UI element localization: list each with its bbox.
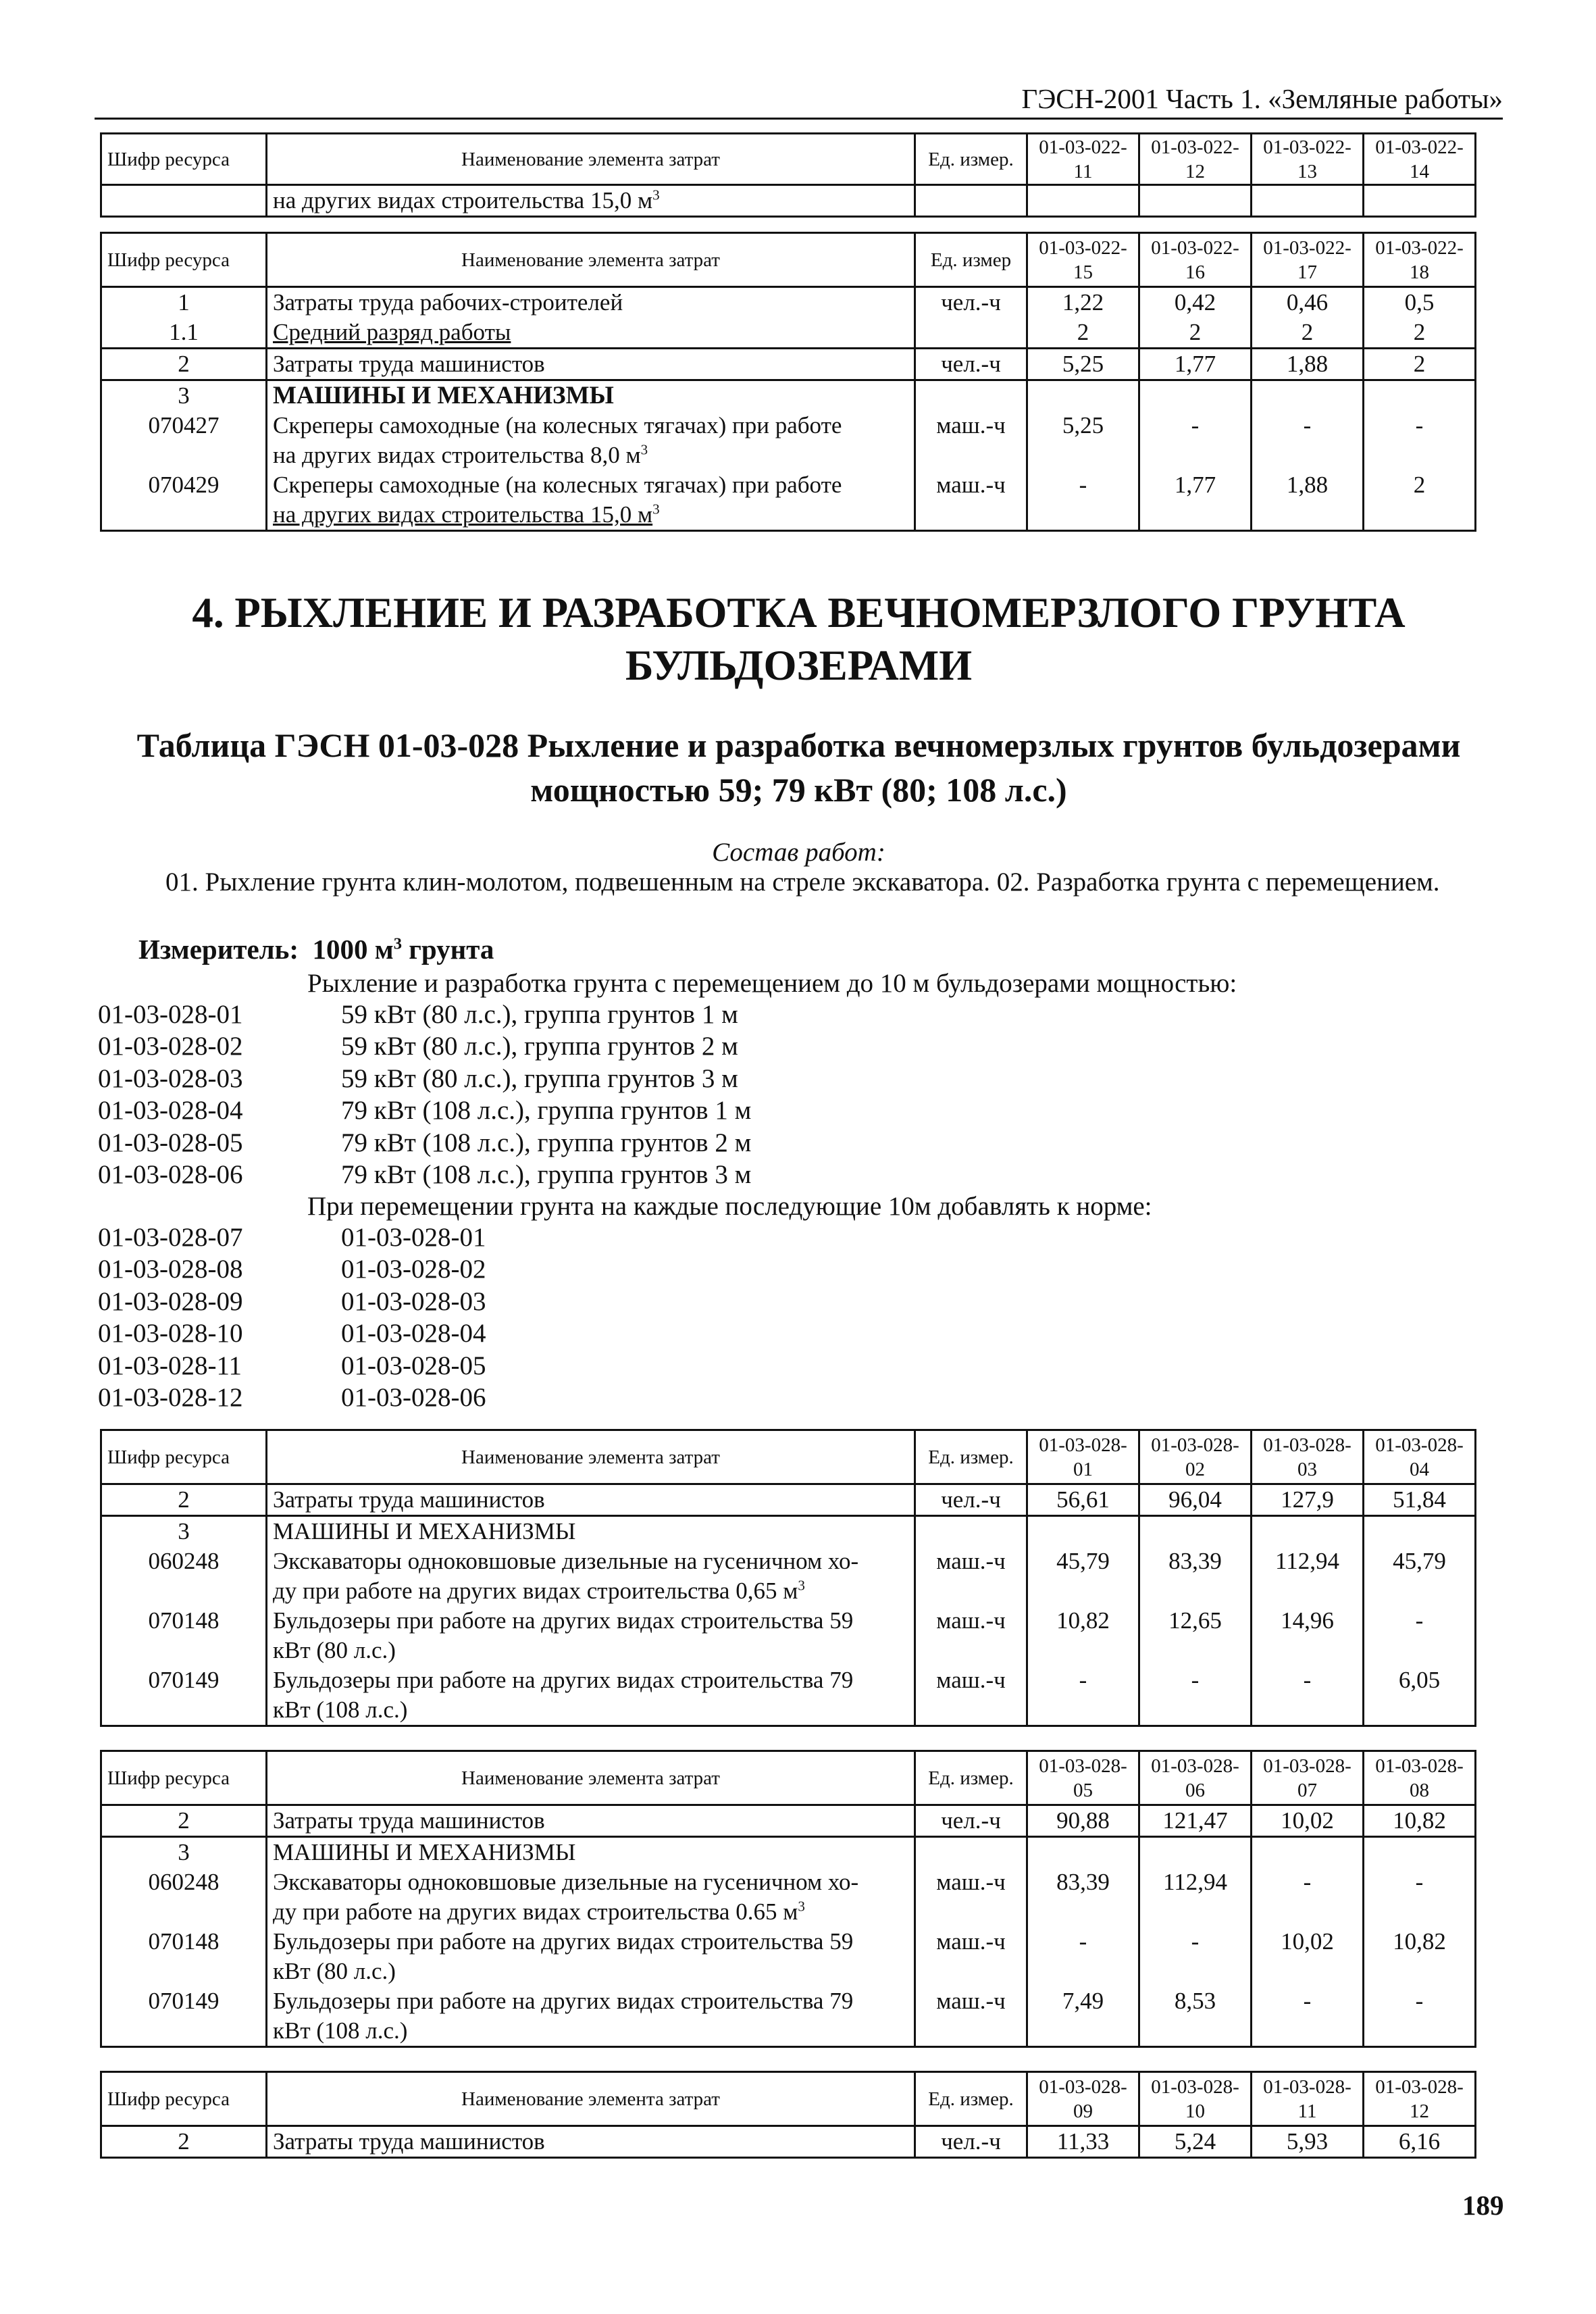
- row-value: -: [1139, 1665, 1252, 1726]
- row-value: 83,39: [1027, 1837, 1139, 1928]
- section-title: [95, 586, 1503, 692]
- col-header-norm: 01-03-028-12: [1364, 2072, 1476, 2126]
- list-item: 01-03-028-12 01-03-028-06: [98, 1382, 486, 1412]
- meter: Измеритель: 1000 $м^3$ грунта: [138, 934, 494, 965]
- list-item: 01-03-028-07 01-03-028-01: [98, 1223, 486, 1252]
- row-value: -: [1364, 1606, 1476, 1665]
- row-code: 070427: [101, 411, 267, 470]
- col-header-unit: Ед. измер.: [915, 134, 1027, 185]
- col-header-norm: 01-03-022-18: [1364, 233, 1476, 287]
- col-header-norm: 01-03-028-04: [1364, 1430, 1476, 1484]
- row-value: 5,24: [1139, 2126, 1252, 2158]
- row-value: 0,5: [1364, 287, 1476, 318]
- list-item: 01-03-028-04 79 кВт (108 л.с.), группа грунтов 1 м: [98, 1096, 752, 1126]
- row-value: 1,77: [1139, 349, 1252, 380]
- row-value: 56,61: [1027, 1484, 1139, 1516]
- col-header-norm: 01-03-022-14: [1364, 134, 1476, 185]
- col-header-unit: Ед. измер.: [915, 1751, 1027, 1805]
- row-value: 121,47: [1139, 1805, 1252, 1837]
- list-item: 01-03-028-08 01-03-028-02: [98, 1255, 486, 1284]
- row-value: -: [1139, 411, 1252, 470]
- col-header-norm: 01-03-028-08: [1364, 1751, 1476, 1805]
- row-value: 2: [1364, 318, 1476, 349]
- row-unit: маш.-ч: [915, 1606, 1027, 1665]
- row-unit: чел.-ч: [915, 2126, 1027, 2158]
- table-row: [101, 1516, 1476, 1607]
- row-unit: маш.-ч: [915, 1837, 1027, 1928]
- row-code: 3 060248: [101, 1516, 267, 1607]
- row-name: Средний разряд работы: [267, 318, 915, 349]
- row-value: 12,65: [1139, 1606, 1252, 1665]
- table-a: [100, 132, 1476, 218]
- table-e: [100, 2071, 1476, 2159]
- row-name: Затраты труда машинистов: [267, 1805, 915, 1837]
- row-unit: чел.-ч: [915, 1484, 1027, 1516]
- row-value: 127,9: [1252, 1484, 1364, 1516]
- meter-value: 1000 м: [312, 934, 394, 965]
- table-row: [101, 380, 1476, 411]
- col-header-name: Наименование элемента затрат: [267, 134, 915, 185]
- row-value: -: [1027, 470, 1139, 531]
- row-value: 112,94: [1139, 1837, 1252, 1928]
- row-name: Бульдозеры при работе на других видах строительства 79 кВт (108 л.с.): [267, 1986, 915, 2047]
- table-row: [101, 185, 1476, 217]
- col-header-norm: 01-03-028-03: [1252, 1430, 1364, 1484]
- row-value: 83,39: [1139, 1516, 1252, 1607]
- section-title-line: БУЛЬДОЗЕРАМИ: [625, 642, 973, 689]
- col-header-code: Шифр ресурса: [101, 1751, 267, 1805]
- row-value: 2: [1252, 318, 1364, 349]
- table-row: [101, 318, 1476, 349]
- row-value: 10,82: [1027, 1606, 1139, 1665]
- table-row: [101, 1484, 1476, 1516]
- col-header-norm: 01-03-028-06: [1139, 1751, 1252, 1805]
- col-header-norm: 01-03-028-09: [1027, 2072, 1139, 2126]
- col-header-norm: 01-03-022-16: [1139, 233, 1252, 287]
- col-header-name: Наименование элемента затрат: [267, 233, 915, 287]
- row-code: 2: [101, 1484, 267, 1516]
- row-unit: маш.-ч: [915, 1665, 1027, 1726]
- row-name: Затраты труда машинистов: [267, 2126, 915, 2158]
- row-name: Бульдозеры при работе на других видах строительства 59 кВт (80 л.с.): [267, 1927, 915, 1986]
- header-rule: [95, 118, 1503, 120]
- col-header-name: Наименование элемента затрат: [267, 2072, 915, 2126]
- row-code: 3: [101, 380, 267, 411]
- col-header-norm: 01-03-022-15: [1027, 233, 1139, 287]
- norms-intro-additional: При перемещении грунта на каждые последующие 10м добавлять к норме:: [307, 1192, 1152, 1221]
- table-c-header: [101, 1430, 1476, 1484]
- row-value: 1,77: [1139, 470, 1252, 531]
- row-value: 2: [1364, 349, 1476, 380]
- table-row: [101, 1665, 1476, 1726]
- row-value: 51,84: [1364, 1484, 1476, 1516]
- row-code: 2: [101, 349, 267, 380]
- table-row: [101, 287, 1476, 318]
- col-header-unit: Ед. измер.: [915, 1430, 1027, 1484]
- list-item: 01-03-028-01 59 кВт (80 л.с.), группа грунтов 1 м: [98, 1000, 738, 1029]
- col-header-norm: 01-03-022-12: [1139, 134, 1252, 185]
- section-row-name: МАШИНЫ И МЕХАНИЗМЫ: [267, 380, 915, 411]
- table-d-header: [101, 1751, 1476, 1805]
- row-value: 45,79: [1364, 1516, 1476, 1607]
- col-header-norm: 01-03-022-17: [1252, 233, 1364, 287]
- row-code: 070429: [101, 470, 267, 531]
- list-item: 01-03-028-10 01-03-028-04: [98, 1319, 486, 1349]
- row-value: 8,53: [1139, 1986, 1252, 2047]
- table-title: [95, 723, 1503, 812]
- row-unit: маш.-ч: [915, 411, 1027, 470]
- row-name: на других видах строительства 15,0 $м^3$: [267, 185, 915, 217]
- row-value: 96,04: [1139, 1484, 1252, 1516]
- running-header: ГЭСН-2001 Часть 1. «Земляные работы»: [1021, 83, 1503, 114]
- col-header-norm: 01-03-028-01: [1027, 1430, 1139, 1484]
- row-value: -: [1252, 1665, 1364, 1726]
- col-header-norm: 01-03-022-11: [1027, 134, 1139, 185]
- row-value: -: [1252, 1837, 1364, 1928]
- row-code: 070148: [101, 1927, 267, 1986]
- list-item: 01-03-028-09 01-03-028-03: [98, 1286, 486, 1316]
- row-value: -: [1252, 411, 1364, 470]
- col-header-code: Шифр ресурса: [101, 2072, 267, 2126]
- col-header-name: Наименование элемента затрат: [267, 1751, 915, 1805]
- table-b-header: [101, 233, 1476, 287]
- col-header-code: Шифр ресурса: [101, 134, 267, 185]
- section-title-line: 4. РЫХЛЕНИЕ И РАЗРАБОТКА ВЕЧНОМЕРЗЛОГО ГРУНТА: [192, 589, 1406, 636]
- row-value: 14,96: [1252, 1606, 1364, 1665]
- row-name: МАШИНЫ И МЕХАНИЗМЫ Экскаваторы одноковшовые дизельные на гусеничном хо- ду при работе на других видах строительства 0,65 $м^3$: [267, 1516, 915, 1607]
- row-name: Бульдозеры при работе на других видах строительства 79 кВт (108 л.с.): [267, 1665, 915, 1726]
- table-row: [101, 411, 1476, 470]
- row-value: -: [1252, 1986, 1364, 2047]
- row-value: 10,02: [1252, 1927, 1364, 1986]
- row-name: МАШИНЫ И МЕХАНИЗМЫ Экскаваторы одноковшовые дизельные на гусеничном хо- ду при работе на других видах строительства 0.65 $м^3$: [267, 1837, 915, 1928]
- row-value: 1,88: [1252, 470, 1364, 531]
- norms-list: [98, 999, 751, 1190]
- row-unit: маш.-ч: [915, 470, 1027, 531]
- row-value: 45,79: [1027, 1516, 1139, 1607]
- row-value: -: [1139, 1927, 1252, 1986]
- row-value: 10,82: [1364, 1805, 1476, 1837]
- list-item: 01-03-028-11 01-03-028-05: [98, 1351, 486, 1380]
- row-value: -: [1364, 411, 1476, 470]
- table-title-line: мощностью 59; 79 кВт (80; 108 л.с.): [530, 771, 1067, 809]
- meter-label: Измеритель:: [138, 934, 299, 965]
- col-header-norm: 01-03-028-11: [1252, 2072, 1364, 2126]
- row-value: -: [1364, 1837, 1476, 1928]
- col-header-name: Наименование элемента затрат: [267, 1430, 915, 1484]
- row-value: 6,05: [1364, 1665, 1476, 1726]
- list-item: 01-03-028-02 59 кВт (80 л.с.), группа грунтов 2 м: [98, 1032, 738, 1061]
- table-row: [101, 1805, 1476, 1837]
- table-row: [101, 1837, 1476, 1928]
- table-row: [101, 2126, 1476, 2158]
- row-value: 5,25: [1027, 411, 1139, 470]
- row-unit: маш.-ч: [915, 1927, 1027, 1986]
- col-header-unit: Ед. измер: [915, 233, 1027, 287]
- row-unit: маш.-ч: [915, 1986, 1027, 2047]
- col-header-norm: 01-03-028-07: [1252, 1751, 1364, 1805]
- row-value: 0,46: [1252, 287, 1364, 318]
- row-unit: [915, 318, 1027, 349]
- row-value: 10,02: [1252, 1805, 1364, 1837]
- row-value: 2: [1364, 470, 1476, 531]
- row-value: -: [1027, 1927, 1139, 1986]
- table-a-header: [101, 134, 1476, 185]
- row-code: 070149: [101, 1665, 267, 1726]
- row-value: 7,49: [1027, 1986, 1139, 2047]
- row-code: 2: [101, 1805, 267, 1837]
- row-name: Затраты труда машинистов: [267, 349, 915, 380]
- row-code: 3 060248: [101, 1837, 267, 1928]
- table-b: [100, 232, 1476, 532]
- works-text: 01. Рыхление грунта клин-молотом, подвешенным на стреле экскаватора. 02. Разработка грунта с перемещением.: [165, 867, 1440, 897]
- row-value: 1,88: [1252, 349, 1364, 380]
- row-unit: чел.-ч: [915, 349, 1027, 380]
- row-value: 112,94: [1252, 1516, 1364, 1607]
- col-header-unit: Ед. измер.: [915, 2072, 1027, 2126]
- row-value: 10,82: [1364, 1927, 1476, 1986]
- col-header-norm: 01-03-022-13: [1252, 134, 1364, 185]
- row-name: Затраты труда рабочих-строителей: [267, 287, 915, 318]
- list-item: 01-03-028-05 79 кВт (108 л.с.), группа грунтов 2 м: [98, 1128, 752, 1157]
- row-value: 1,22: [1027, 287, 1139, 318]
- row-value: -: [1027, 1665, 1139, 1726]
- table-row: [101, 1986, 1476, 2047]
- list-item: 01-03-028-03 59 кВт (80 л.с.), группа грунтов 3 м: [98, 1063, 738, 1093]
- row-value: -: [1364, 1986, 1476, 2047]
- row-value: 11,33: [1027, 2126, 1139, 2158]
- row-unit: маш.-ч: [915, 1516, 1027, 1607]
- col-header-norm: 01-03-028-10: [1139, 2072, 1252, 2126]
- table-row: [101, 349, 1476, 380]
- row-name: Затраты труда машинистов: [267, 1484, 915, 1516]
- row-value: 2: [1139, 318, 1252, 349]
- row-value: 6,16: [1364, 2126, 1476, 2158]
- col-header-code: Шифр ресурса: [101, 233, 267, 287]
- table-row: [101, 1927, 1476, 1986]
- list-item: 01-03-028-06 79 кВт (108 л.с.), группа грунтов 3 м: [98, 1159, 752, 1189]
- row-value: 90,88: [1027, 1805, 1139, 1837]
- table-title-line: Таблица ГЭСН 01-03-028 Рыхление и разработка вечномерзлых грунтов бульдозерами: [136, 726, 1461, 764]
- col-header-code: Шифр ресурса: [101, 1430, 267, 1484]
- row-value: 0,42: [1139, 287, 1252, 318]
- table-row: [101, 470, 1476, 531]
- table-c: [100, 1429, 1476, 1727]
- col-header-norm: 01-03-028-02: [1139, 1430, 1252, 1484]
- norms-intro: Рыхление и разработка грунта с перемещением до 10 м бульдозерами мощностью:: [307, 969, 1237, 998]
- row-unit: чел.-ч: [915, 287, 1027, 318]
- norms-list-additional: [98, 1222, 486, 1413]
- row-code: 070148: [101, 1606, 267, 1665]
- row-code: 070149: [101, 1986, 267, 2047]
- row-code: 1.1: [101, 318, 267, 349]
- row-code: 2: [101, 2126, 267, 2158]
- page-number: 189: [1462, 2190, 1504, 2221]
- row-value: 2: [1027, 318, 1139, 349]
- row-value: 5,25: [1027, 349, 1139, 380]
- table-d: [100, 1750, 1476, 2048]
- row-unit: чел.-ч: [915, 1805, 1027, 1837]
- row-name: Скреперы самоходные (на колесных тягачах) при работе на других видах строительства 8,0 $м^3$: [267, 411, 915, 470]
- col-header-norm: 01-03-028-05: [1027, 1751, 1139, 1805]
- row-name: Бульдозеры при работе на других видах строительства 59 кВт (80 л.с.): [267, 1606, 915, 1665]
- row-code: 1: [101, 287, 267, 318]
- row-name: Скреперы самоходные (на колесных тягачах) при работе на других видах строительства 15,0 $м^3$: [267, 470, 915, 531]
- table-e-header: [101, 2072, 1476, 2126]
- works-caption: Состав работ:: [712, 838, 885, 867]
- row-value: 5,93: [1252, 2126, 1364, 2158]
- table-row: [101, 1606, 1476, 1665]
